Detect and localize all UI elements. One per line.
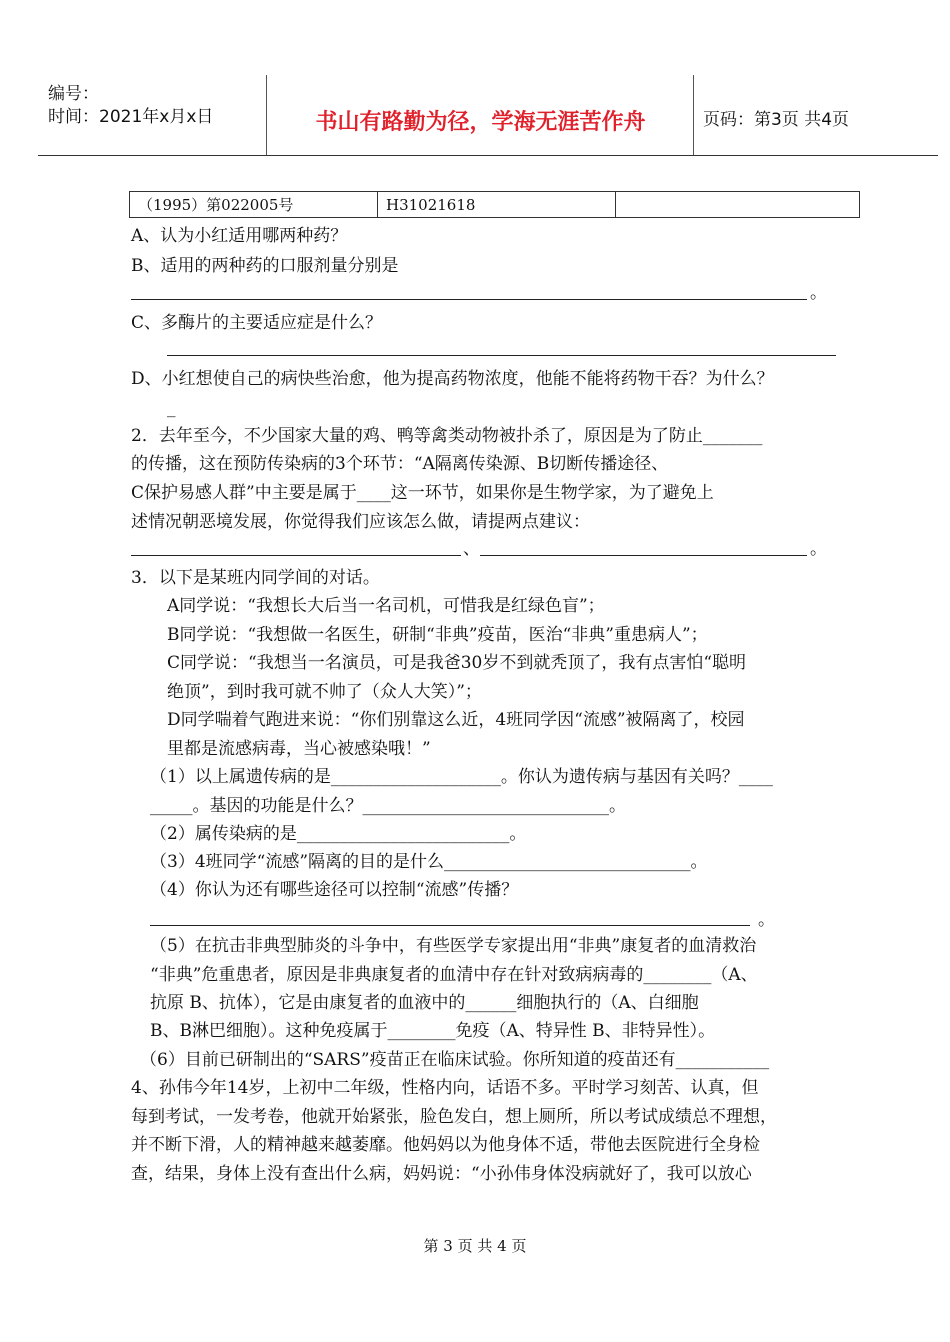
sub-question-6: （6）目前已研制出的“SARS”疫苗正在临床试验。你所知道的疫苗还有___________ [140,1050,770,1070]
header-motto: 书山有路勤为径，学海无涯苦作舟 [315,110,646,135]
question-2-line: 的传播，这在预防传染病的3个环节：“A隔离传染源、B切断传播途径、 [131,454,669,474]
question-2: 2．去年至今，不少国家大量的鸡、鸭等禽类动物被扑杀了，原因是为了防止_______ [131,426,763,446]
sub-question-1: （1）以上属遗传病的是____________________。你认为遗传病与基因有关吗？____ [150,767,773,787]
question-4-line: 并不断下滑，人的精神越来越萎靡。他妈妈以为他身体不适，带他去医院进行全身检 [131,1135,760,1155]
answer-blank [150,925,750,926]
sub-question-4: （4）你认为还有哪些途径可以控制“流感”传播？ [150,880,519,900]
answer-blank [480,555,807,556]
question-2-line: 述情况朝恶境发展，你觉得我们应该怎么做，请提两点建议： [131,512,590,532]
sub-question-1-cont: _____。基因的功能是什么？_____________________________。 [150,796,626,816]
table-cell: H31021618 [378,192,616,218]
dialogue-d: D同学喘着气跑进来说：“你们别靠这么近，4班同学因“流感”被隔离了，校园 [167,710,745,730]
table-row [130,192,860,218]
dialogue-a: A同学说：“我想长大后当一名司机，可惜我是红绿色盲”； [167,596,605,616]
question-b: B、适用的两种药的口服剂量分别是 [131,256,399,276]
period: 。 [810,283,827,303]
question-2-line: C保护易感人群”中主要是属于____这一环节，如果你是生物学家，为了避免上 [131,483,714,503]
answer-blank [131,555,461,556]
sub-question-5: （5）在抗击非典型肺炎的斗争中，有些医学专家提出用“非典”康复者的血清救治 [150,936,757,956]
question-d: D、小红想使自己的病快些治愈，他为提高药物浓度，他能不能将药物干吞？为什么？ [131,369,774,389]
sub-question-5-cont: B、B淋巴细胞）。这种免疫属于________免疫（A、特异性 B、非特异性）。 [150,1021,716,1041]
sub-question-2: （2）属传染病的是_________________________。 [150,824,527,844]
period: 。 [810,539,827,559]
sub-question-3: （3）4班同学“流感”隔离的目的是什么_____________________________。 [150,852,708,872]
sub-question-5-cont: “非典”危重患者，原因是非典康复者的血清中存在针对致病病毒的________（A、 [150,965,758,985]
header-divider [693,75,694,155]
question-c: C、多酶片的主要适应症是什么？ [131,313,383,333]
date-label: 时间：2021年x月x日 [48,107,214,127]
question-a: A、认为小红适用哪两种药？ [131,226,348,246]
period: 。 [758,910,775,930]
dialogue-c: C同学说：“我想当一名演员，可是我爸30岁不到就秃顶了，我有点害怕“聪明 [167,653,747,673]
table-cell [616,192,860,218]
dialogue-d-cont: 里都是流感病毒，当心被感染哦！” [167,739,431,759]
answer-blank: _ [167,398,176,418]
drug-info-table [129,191,860,218]
question-4-line: 查，结果，身体上没有查出什么病，妈妈说：“小孙伟身体没病就好了，我可以放心 [131,1164,752,1184]
table-cell: （1995）第022005号 [130,192,378,218]
page-header [38,75,938,156]
document-code-label: 编号： [48,84,99,104]
separator: 、 [463,539,480,559]
header-divider [266,75,267,155]
dialogue-b: B同学说：“我想做一名医生，研制“非典”疫苗，医治“非典”重患病人”； [167,625,708,645]
question-3: 3．以下是某班内同学间的对话。 [131,568,380,588]
question-4: 4、孙伟今年14岁，上初中二年级，性格内向，话语不多。平时学习刻苦、认真，但 [131,1078,759,1098]
page-number-label: 页码：第3页 共4页 [703,110,850,130]
answer-blank [131,299,807,300]
question-4-line: 每到考试，一发考卷，他就开始紧张，脸色发白，想上厕所，所以考试成绩总不理想， [131,1107,777,1127]
answer-blank [167,355,836,356]
sub-question-5-cont: 抗原 B、抗体），它是由康复者的血液中的______细胞执行的（A、白细胞 [150,993,699,1013]
page-footer: 第 3 页 共 4 页 [423,1237,527,1255]
dialogue-c-cont: 绝顶”，到时我可就不帅了（众人大笑）”； [167,682,482,702]
